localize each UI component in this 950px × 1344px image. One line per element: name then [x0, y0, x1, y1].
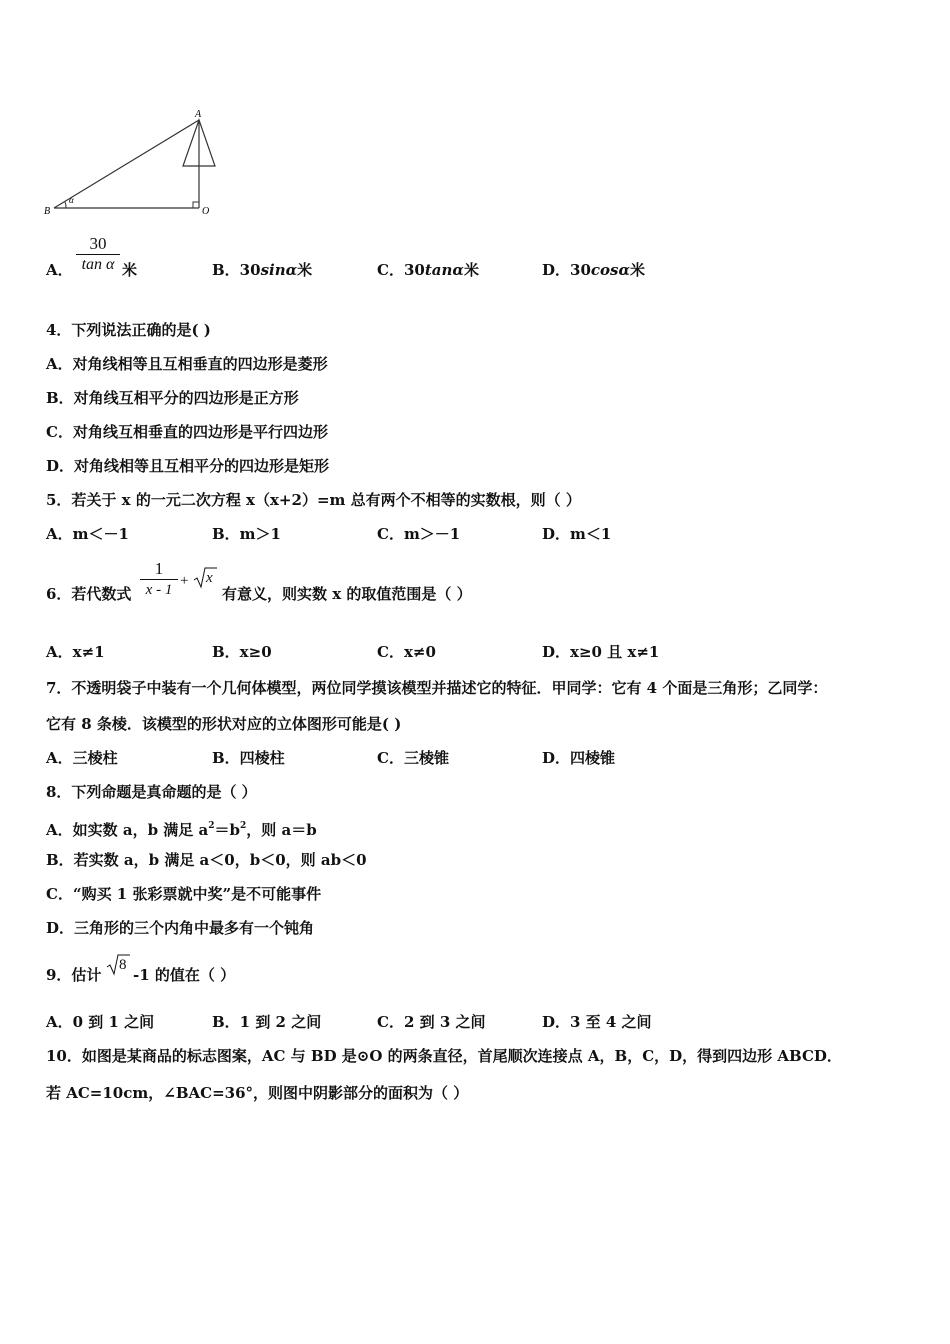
q3-d-prefix: D．30	[542, 261, 591, 279]
q8-stem: 8．下列命题是真命题的是（ ）	[46, 783, 257, 801]
q8-a-sup1: 2	[208, 821, 215, 831]
right-angle-mark	[193, 202, 199, 208]
q5-option-d[interactable]: D．m＜1	[542, 525, 612, 543]
q9-option-a[interactable]: A．0 到 1 之间	[46, 1013, 155, 1031]
q8-a-text3: ，则 a＝b	[246, 821, 317, 839]
label-alpha: α	[69, 195, 74, 205]
q7-stem-line2: 它有 8 条棱．该模型的形状对应的立体图形可能是( )	[46, 715, 402, 733]
q3-b-prefix: B．30	[212, 261, 261, 279]
q4-option-a[interactable]: A．对角线相等且互相垂直的四边形是菱形	[46, 355, 328, 373]
q6-option-a[interactable]: A．x≠1	[46, 643, 105, 661]
q3-b-unit: 米	[297, 261, 313, 279]
q7-stem-line1: 7．不透明袋子中装有一个几何体模型，两位同学摸该模型并描述它的特征．甲同学：它有 4 个面是三角形；乙同学：	[46, 679, 828, 697]
q10-stem-line1: 10．如图是某商品的标志图案，AC 与 BD 是⊙O 的两条直径，首尾顺次连接点 A，B，C，D，得到四边形 ABCD．	[46, 1047, 842, 1065]
q6-option-d[interactable]: D．x≥0 且 x≠1	[542, 643, 660, 661]
q6-sqrt-symbol	[193, 566, 217, 590]
q8-a-text1: A．如实数 a，b 满足 a	[46, 821, 209, 839]
q6-stem-suffix: 有意义，则实数 x 的取值范围是（ ）	[222, 585, 472, 603]
q3-c-unit: 米	[463, 261, 479, 279]
q9-option-d[interactable]: D．3 至 4 之间	[542, 1013, 652, 1031]
q3-a-denominator: tan α	[81, 256, 115, 273]
q3-option-a[interactable]	[46, 260, 73, 280]
q3-option-c[interactable]	[377, 260, 479, 280]
q7-option-a[interactable]: A．三棱柱	[46, 749, 118, 767]
q10-stem-line2: 若 AC=10cm，∠BAC=36°，则图中阴影部分的面积为（ ）	[46, 1084, 469, 1102]
q4-option-d[interactable]: D．对角线相等且互相平分的四边形是矩形	[46, 457, 330, 475]
q5-stem: 5．若关于 x 的一元二次方程 x（x+2）=m 总有两个不相等的实数根，则（ ）	[46, 491, 581, 509]
q4-stem: 4．下列说法正确的是( )	[46, 321, 211, 339]
q3-option-b[interactable]	[212, 260, 312, 280]
q8-option-a[interactable]	[46, 816, 317, 840]
q7-option-c[interactable]: C．三棱锥	[377, 749, 449, 767]
q3-a-numerator: 30	[89, 234, 107, 253]
q5-option-b[interactable]: B．m＞1	[212, 525, 281, 543]
q8-a-sup2: 2	[240, 821, 247, 831]
q8-option-d[interactable]: D．三角形的三个内角中最多有一个钝角	[46, 919, 315, 937]
q3-option-a-prefix: A．	[46, 261, 73, 279]
q3-c-prefix: C．30	[377, 261, 425, 279]
q3-c-fn: tanα	[424, 261, 464, 279]
q8-a-text2: ＝b	[214, 821, 240, 839]
q8-option-b[interactable]: B．若实数 a，b 满足 a＜0，b＜0，则 ab＜0	[46, 851, 367, 869]
q6-sqrt-arg: x	[206, 570, 213, 586]
q5-option-c[interactable]: C．m＞－1	[377, 525, 461, 543]
q6-fraction	[140, 559, 178, 600]
q9-stem-prefix: 9．估计	[46, 966, 102, 984]
q3-option-a-unit: 米	[122, 261, 138, 279]
angle-arc	[65, 202, 66, 208]
q7-option-d[interactable]: D．四棱锥	[542, 749, 616, 767]
label-o: O	[202, 206, 210, 217]
q9-option-c[interactable]: C．2 到 3 之间	[377, 1013, 486, 1031]
q9-option-b[interactable]: B．1 到 2 之间	[212, 1013, 322, 1031]
q3-option-d[interactable]	[542, 260, 645, 280]
q6-frac-denominator: x - 1	[145, 582, 173, 598]
q9-sqrt-arg: 8	[119, 957, 127, 973]
q7-option-b[interactable]: B．四棱柱	[212, 749, 285, 767]
q6-plus: +	[180, 573, 189, 589]
q3-option-a-fraction	[76, 234, 120, 275]
q8-option-c[interactable]: C．“购买 1 张彩票就中奖”是不可能事件	[46, 885, 322, 903]
q3-b-fn: sinα	[260, 261, 298, 279]
q4-option-c[interactable]: C．对角线互相垂直的四边形是平行四边形	[46, 423, 328, 441]
triangle-diagram	[40, 100, 270, 230]
q6-option-b[interactable]: B．x≥0	[212, 643, 272, 661]
q4-option-b[interactable]: B．对角线互相平分的四边形是正方形	[46, 389, 299, 407]
hypotenuse-ab	[54, 120, 199, 208]
q6-option-c[interactable]: C．x≠0	[377, 643, 436, 661]
q6-frac-numerator: 1	[154, 559, 164, 578]
label-b: B	[44, 206, 51, 217]
q6-stem-prefix: 6．若代数式	[46, 585, 132, 603]
q5-option-a[interactable]: A．m＜－1	[46, 525, 129, 543]
label-a: A	[195, 109, 202, 120]
q3-d-fn: cosα	[590, 261, 631, 279]
q9-stem-suffix: -1 的值在（ ）	[133, 966, 236, 984]
q3-d-unit: 米	[630, 261, 646, 279]
